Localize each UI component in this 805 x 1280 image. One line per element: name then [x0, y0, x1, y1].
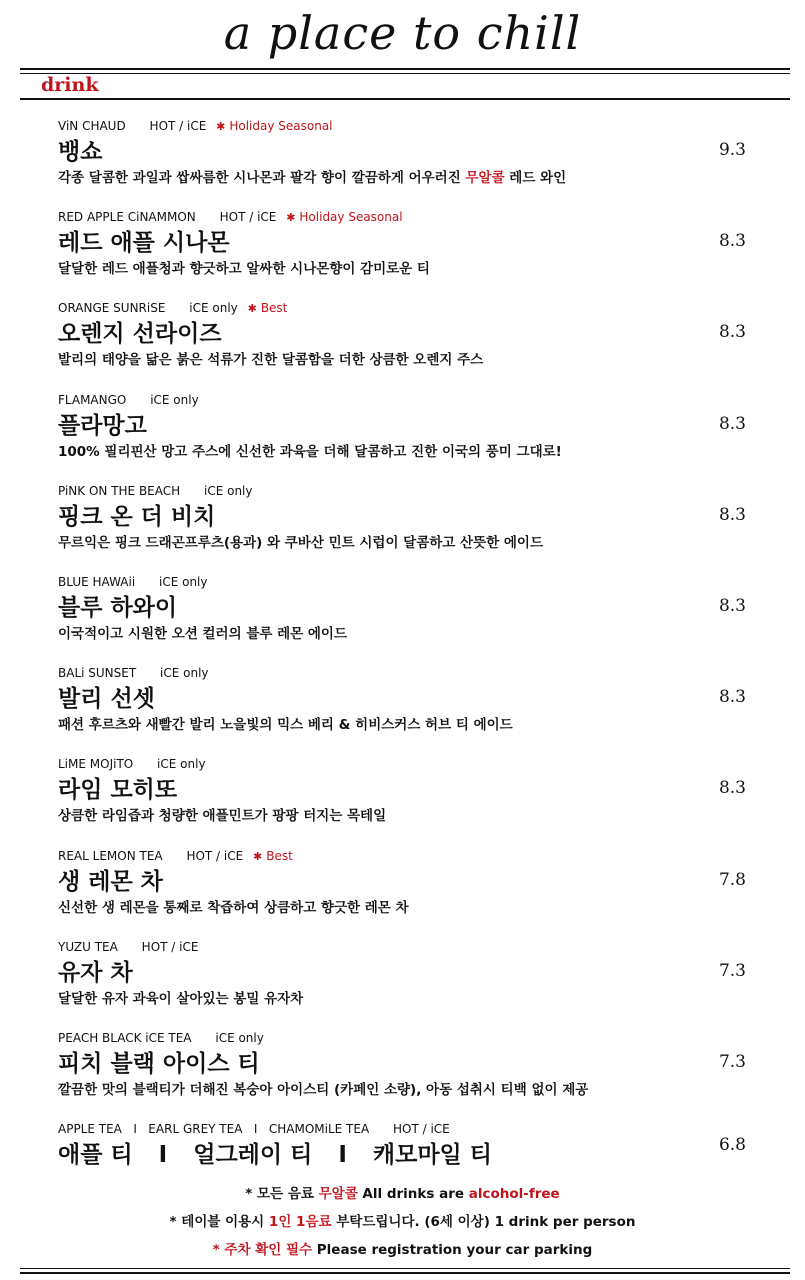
footer-highlight: * 주차 확인 필수	[212, 1242, 313, 1258]
item-temperature: HOT / iCE	[186, 848, 244, 863]
item-description: 패션 후르츠와 새빨간 발리 노을빛의 믹스 베리 & 히비스커스 허브 티 에이드	[58, 717, 513, 734]
page-title: a place to chill	[223, 6, 582, 60]
item-badge: Holiday Seasonal	[299, 210, 403, 225]
item-korean-name: 피치 블랙 아이스 티	[58, 1050, 260, 1077]
menu-item	[58, 1030, 758, 1121]
item-korean-name: 레드 애플 시나몬	[58, 230, 230, 257]
menu-item	[58, 665, 758, 756]
starburst-icon: ✱	[253, 849, 263, 863]
menu-item	[58, 118, 758, 209]
item-description-text: 각종 달콤한 과일과 쌉싸름한 시나몬과 팔각 향이 깔끔하게 어우러진	[58, 170, 466, 186]
starburst-icon: ✱	[247, 302, 257, 316]
menu-item	[58, 848, 758, 939]
item-price: 8.3	[718, 322, 746, 343]
item-meta	[58, 848, 758, 864]
footer-notes	[0, 1180, 805, 1264]
footer-note-alcohol	[0, 1180, 805, 1208]
item-description	[58, 168, 758, 188]
footer-highlight: 1인 1음료	[268, 1214, 332, 1230]
footer-note-parking	[0, 1236, 805, 1264]
item-description: 이국적이고 시원한 오션 컬러의 블루 레몬 에이드	[58, 625, 348, 642]
item-temperature: iCE only	[159, 574, 208, 589]
item-korean-name: 발리 선셋	[58, 686, 155, 713]
item-english-name: RED APPLE CiNAMMON	[58, 210, 196, 225]
item-price: 8.3	[718, 778, 746, 799]
section-divider	[20, 98, 790, 100]
item-badge: Best	[260, 301, 288, 316]
item-price: 8.3	[718, 595, 746, 616]
item-price: 8.3	[718, 504, 746, 525]
menu-list	[58, 118, 758, 1212]
item-english-name: BLUE HAWAii	[58, 574, 136, 589]
item-description: 깔끔한 맛의 블랙티가 더해진 복숭아 아이스티 (카페인 소량), 아동 섭취시 티백 없이 제공	[58, 1081, 589, 1098]
menu-item	[58, 300, 758, 391]
menu-item	[58, 209, 758, 300]
item-meta	[58, 483, 758, 499]
item-meta	[58, 118, 758, 134]
item-temperature: HOT / iCE	[141, 939, 199, 954]
footer-text: All drinks are	[357, 1186, 469, 1202]
item-korean-name: 뱅쇼	[58, 139, 103, 165]
item-english-name: FLAMANGO	[58, 392, 127, 407]
item-english-name: LiME MOJiTO	[58, 757, 134, 772]
item-description-highlight: 무알콜	[465, 170, 505, 186]
bottom-divider-thin	[20, 1268, 790, 1269]
footer-text: Please registration your car parking	[312, 1242, 593, 1258]
footer-text: 부탁드립니다. (6세 이상) 1 drink per person	[331, 1214, 636, 1230]
item-meta	[58, 756, 758, 772]
item-korean-name: 블루 하와이	[58, 594, 178, 621]
item-price: 8.3	[718, 413, 746, 434]
item-korean-name: 오렌지 선라이즈	[58, 321, 222, 348]
starburst-icon: ✱	[286, 211, 296, 225]
item-price: 9.3	[718, 140, 746, 160]
item-description: 달달한 유자 과육이 살아있는 봉밀 유자차	[58, 990, 304, 1007]
footer-text: * 테이블 이용시	[169, 1214, 269, 1230]
menu-item	[58, 756, 758, 847]
item-meta	[58, 574, 758, 590]
item-meta	[58, 1030, 758, 1046]
bottom-divider	[20, 1272, 790, 1274]
item-description: 100% 필리핀산 망고 주스에 신선한 과육을 더해 달콤하고 진한 이국의 풍미 그대로!	[58, 443, 562, 460]
item-english-name: BALi SUNSET	[58, 666, 137, 681]
item-badge: Holiday Seasonal	[229, 119, 333, 133]
item-korean-name: 유자 차	[58, 959, 133, 986]
item-english-name: ViN CHAUD	[58, 119, 126, 133]
menu-item	[58, 392, 758, 483]
item-meta	[58, 1121, 758, 1137]
section-label: drink	[41, 74, 99, 96]
menu-item	[58, 939, 758, 1030]
item-meta	[58, 300, 758, 316]
item-badge: Best	[266, 848, 293, 863]
footer-note-per-person	[0, 1208, 805, 1236]
menu-item	[58, 483, 758, 574]
item-temperature: HOT / iCE	[149, 119, 207, 133]
item-price: 7.3	[718, 1051, 746, 1072]
item-price: 8.3	[718, 231, 746, 252]
item-price: 8.3	[718, 687, 746, 708]
item-english-name: ORANGE SUNRiSE	[58, 301, 166, 316]
item-description: 무르익은 핑크 드래곤프루츠(용과) 와 쿠바산 민트 시럽이 달콤하고 산뜻한 에이드	[58, 534, 543, 551]
item-temperature: HOT / iCE	[219, 210, 277, 225]
item-english-name: PiNK ON THE BEACH	[58, 483, 181, 498]
item-temperature: iCE only	[157, 757, 206, 772]
item-description: 달달한 레드 애플청과 향긋하고 알싸한 시나몬향이 감미로운 티	[58, 261, 430, 278]
item-korean-name: 생 레몬 차	[58, 868, 163, 895]
item-description: 상큼한 라임즙과 청량한 애플민트가 팡팡 터지는 목테일	[58, 808, 387, 825]
item-temperature: iCE only	[215, 1030, 264, 1045]
name-separator: I	[158, 1142, 168, 1169]
item-korean-name: 핑크 온 더 비치	[58, 503, 216, 530]
item-meta	[58, 665, 758, 681]
item-temperature: iCE only	[204, 483, 253, 498]
item-korean-name: 라임 모히또	[58, 777, 178, 804]
item-meta	[58, 392, 758, 408]
top-divider	[20, 68, 790, 70]
item-temperature: iCE only	[160, 666, 209, 681]
top-divider-thin	[20, 73, 790, 74]
item-korean-names	[58, 1139, 758, 1171]
item-korean-name: 얼그레이 티	[193, 1142, 313, 1169]
item-meta	[58, 209, 758, 225]
item-meta	[58, 939, 758, 955]
item-english-name: PEACH BLACK iCE TEA	[58, 1030, 192, 1045]
item-temperature: iCE only	[189, 301, 238, 316]
footer-text: * 모든 음료	[245, 1186, 319, 1202]
item-temperature: iCE only	[150, 392, 199, 407]
item-description: 발리의 태양을 닮은 붉은 석류가 진한 달콤함을 더한 상큼한 오렌지 주스	[58, 352, 484, 369]
item-temperature: HOT / iCE	[392, 1122, 450, 1137]
item-description: 신선한 생 레몬을 통째로 착즙하여 상큼하고 향긋한 레몬 차	[58, 899, 409, 916]
starburst-icon: ✱	[216, 120, 226, 133]
item-english-name: YUZU TEA	[58, 939, 118, 954]
footer-highlight: alcohol-free	[468, 1186, 560, 1202]
item-price: 6.8	[718, 1135, 746, 1156]
item-price: 7.8	[718, 869, 746, 890]
item-korean-name: 애플 티	[58, 1142, 133, 1169]
item-english-name: APPLE TEA I EARL GREY TEA I CHAMOMiLE TEA	[58, 1122, 370, 1137]
footer-highlight: 무알콜	[318, 1186, 358, 1202]
item-korean-name: 플라망고	[58, 412, 147, 439]
item-korean-name: 캐모마일 티	[372, 1142, 493, 1169]
name-separator: I	[338, 1142, 347, 1169]
item-description-text-end: 레드 와인	[504, 170, 567, 186]
menu-item	[58, 574, 758, 665]
item-english-name: REAL LEMON TEA	[58, 848, 163, 863]
item-price: 7.3	[718, 960, 746, 981]
